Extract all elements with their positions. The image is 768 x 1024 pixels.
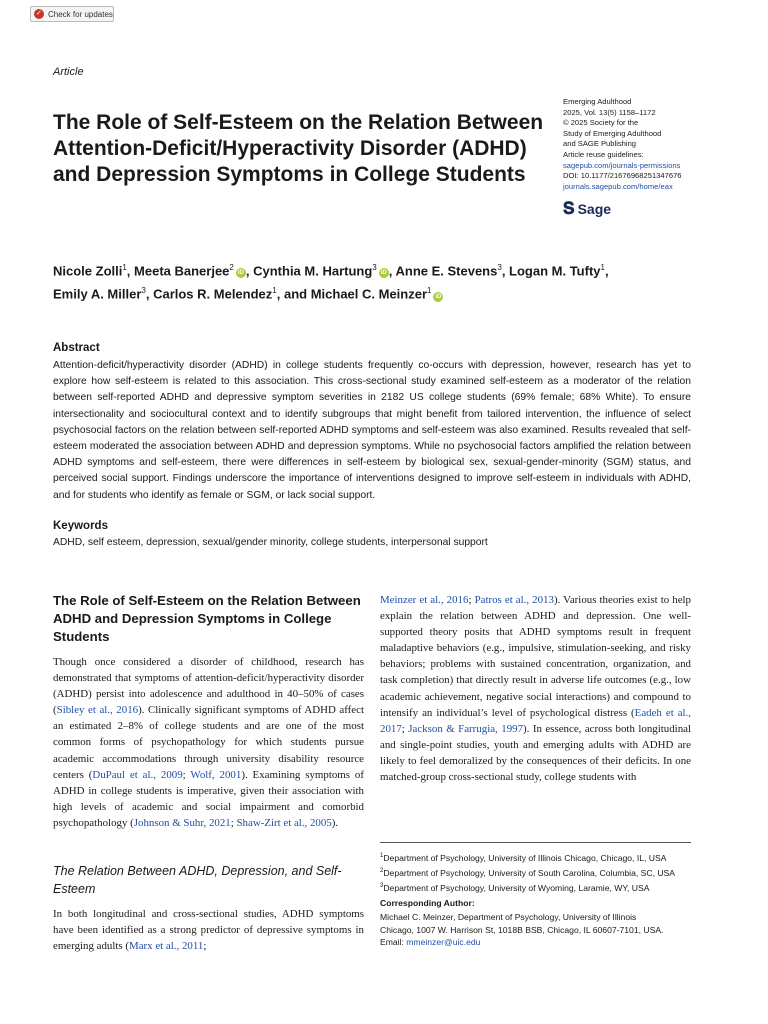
citation-link[interactable]: Eadeh et al., 2017 — [380, 706, 691, 735]
author-list: Nicole Zolli$^1$, Meeta Banerjee$^2$iD , Cynthia M. Hartung$^3$iD , Anne E. Stevens$^3$, Logan M. Tufty$^1$, Emily A. Miller$^3$, Carlos R. Melendez$^1$, and Michael C. Meinzer$^1$iD — [53, 263, 609, 302]
affiliation-item — [380, 880, 710, 895]
body-paragraph — [53, 906, 364, 954]
author-affil-sup: 3 — [497, 263, 502, 272]
citation-link[interactable]: Marx et al., 2011 — [129, 940, 204, 953]
citation-link[interactable]: Sibley et al., 2016 — [56, 704, 139, 717]
author-affil-sup: 1 — [122, 263, 127, 272]
copyright-line: Study of Emerging Adulthood — [563, 128, 662, 138]
reuse-guidelines: Article reuse guidelines: — [563, 149, 644, 159]
body-text: Though once considered a disorder of childhood, research has demonstrated that symptoms of attention-deficit/hyperactivity disorder (ADHD) persist into adolescence and adulthood in 40–50% of cases ( — [53, 656, 364, 717]
keywords-heading: Keywords — [53, 520, 108, 532]
orcid-icon[interactable]: iD — [380, 270, 387, 277]
sage-s-icon: 𝐒 — [563, 199, 575, 218]
citation-link[interactable]: Wolf, 2001 — [190, 768, 242, 781]
paper-title: The Role of Self-Esteem on the Relation Between Attention-Deficit/Hyperactivity Disorder (ADHD) and Depression Symptoms in College Students — [53, 111, 544, 186]
email-label: Email: — [380, 937, 407, 948]
author-affil-sup: 1 — [272, 286, 277, 296]
sage-wordmark: Sage — [577, 201, 612, 217]
author-name: Michael C. Meinzer — [310, 286, 428, 302]
body-text: ). Various theories exist to help explain the relation between ADHD and depression. One well-supported theory posits that ADHD symptoms result in frequent maladaptive behaviors (e.g., impulsive, stimulation-seeking, and risky behaviors; problems with sustained concentration, organization, and task completion) that directly result in adverse life outcomes (e.g., low academic achievement, negative social interactions) and compound to intensify an individual’s level of psychological distress ( — [380, 594, 692, 719]
affiliation-item — [380, 865, 710, 880]
section-heading: The Role of Self-Esteem on the Relation Between ADHD and Depression Symptoms in College Students — [53, 593, 361, 644]
body-text: ; — [230, 816, 237, 829]
sage-logo — [563, 199, 611, 219]
body-paragraph — [380, 592, 691, 785]
permissions-link[interactable]: sagepub.com/journals-permissions — [563, 160, 681, 170]
author-name: Cynthia M. Hartung — [253, 263, 373, 279]
affil-sup: 3 — [380, 882, 384, 889]
citation-link[interactable]: Johnson & Suhr, 2021 — [133, 816, 231, 829]
check-for-updates-badge[interactable] — [30, 6, 114, 22]
affiliation-text: Department of Psychology, University of Wyoming, Laramie, WY, USA — [383, 882, 650, 893]
orcid-icon[interactable]: iD — [435, 293, 442, 300]
body-text: ; — [182, 768, 191, 781]
body-text: ; — [468, 594, 475, 606]
citation-link[interactable]: Meinzer et al., 2016 — [380, 594, 469, 606]
doi: DOI: 10.1177/21676968251347676 — [563, 171, 682, 181]
author-affil-sup: 1 — [600, 263, 605, 272]
citation-link[interactable]: DuPaul et al., 2009 — [92, 768, 183, 781]
body-text: ). — [331, 816, 339, 829]
body-text: ; — [401, 722, 409, 735]
author-name: Meeta Banerjee — [134, 263, 230, 279]
body-text: ). In essence, across both longitudinal and single-point studies, youth and emerging adults with ADHD are likely to feel demoralized by the consequences of their deficits. In one matched-group cross-sectional study, college students with — [380, 722, 691, 784]
journal-home-link[interactable]: journals.sagepub.com/home/eax — [563, 181, 673, 191]
journal-meta — [563, 97, 743, 192]
author-affil-sup: 3 — [141, 286, 146, 296]
journal-name: Emerging Adulthood — [563, 97, 632, 106]
body-text: ). Clinically significant symptoms of ADHD affect an estimated 2–8% of college students and are one of the most common forms of psychopathology for which students pursue academic accommodations through university disability resource centers ( — [53, 704, 364, 781]
author-affil-sup: 2 — [229, 263, 234, 272]
copyright-line: © 2025 Society for the — [563, 118, 639, 128]
affil-sup: 1 — [380, 853, 384, 859]
keywords-text: ADHD, self esteem, depression, sexual/gender minority, college students, interpersonal support — [53, 537, 488, 548]
author-affil-sup: 3 — [372, 263, 377, 272]
author-name: Anne E. Stevens — [395, 263, 498, 279]
author-conjunction: and — [283, 286, 308, 302]
corresponding-address: Michael C. Meinzer, Department of Psychology, University of Illinois — [380, 912, 637, 922]
citation-link[interactable]: Patros et al., 2013 — [474, 594, 554, 606]
email-line — [380, 936, 710, 949]
author-name: Nicole Zolli — [53, 263, 123, 279]
body-text: ; — [203, 940, 207, 953]
affiliations — [380, 850, 710, 895]
affil-sup: 2 — [380, 867, 384, 874]
email-link[interactable]: mmeinzer@uic.edu — [406, 937, 481, 948]
journal-volume: 2025, Vol. 13(5) 1158–1172 — [563, 107, 656, 117]
abstract-heading: Abstract — [53, 342, 100, 354]
affiliation-item — [380, 850, 710, 865]
author-affil-sup: 1 — [427, 286, 432, 296]
affiliation-text: Department of Psychology, University of Illinois Chicago, Chicago, IL, USA — [383, 852, 667, 863]
citation-link[interactable]: Shaw-Zirt et al., 2005 — [236, 816, 332, 829]
article-type-label: Article — [53, 66, 84, 78]
citation-link[interactable]: Jackson & Farrugia, 1997 — [408, 722, 524, 735]
orcid-icon[interactable]: iD — [237, 270, 244, 277]
footnote-divider — [380, 842, 691, 843]
body-text: ). Examining symptoms of ADHD in college students is imperative, given their association with high levels of academic and social impairment and comorbid psychopathology ( — [53, 768, 364, 829]
affiliation-text: Department of Psychology, University of South Carolina, Columbia, SC, USA — [383, 867, 676, 878]
author-name: Emily A. Miller — [53, 286, 142, 302]
check-for-updates-label: Check for updates — [48, 9, 113, 19]
abstract-text: Attention-deficit/hyperactivity disorder (ADHD) in college students frequently co-occurs with depression, however, research has yet to explore how self-esteem is related to this association. This cross-sectional study examined self-esteem as a moderator of the relation between self-reported ADHD and depressive symptom severities in 2182 US college students (69% female; 68% White). To ensure intersectionality and sociocultural context and to identify subgroups that might benefit from tailored intervention, the influence of select psychosocial factors on the relation between self-reported ADHD symptoms and self-esteem was also examined. Results revealed that self-esteem moderated the association between ADHD and depression symptoms. While no psychosocial factors amplified the relation between ADHD symptoms and self-esteem, there were differences in self-esteem by biological sex, sexual-gender-minority (SGM) status, and perceived social support. Findings underscore the importance of interventions designed to improve self-esteem in individuals with ADHD, and for students who identify as female or SGM, or lack social support. — [53, 360, 691, 501]
subsection-heading: The Relation Between ADHD, Depression, and Self-Esteem — [53, 864, 342, 896]
corresponding-author-heading: Corresponding Author: — [380, 898, 475, 908]
copyright-line: and SAGE Publishing — [563, 139, 637, 149]
body-paragraph — [53, 654, 364, 831]
corresponding-address: Chicago, 1007 W. Harrison St, 1018B BSB, Chicago, IL 60607-7101, USA. — [380, 924, 664, 935]
corresponding-author-details — [380, 911, 710, 949]
body-text: In both longitudinal and cross-sectional studies, ADHD symptoms have been identified as a strong predictor of depressive symptoms in emerging adults ( — [53, 908, 364, 953]
author-name: Logan M. Tufty — [509, 263, 601, 279]
author-name: Carlos R. Melendez — [153, 286, 273, 302]
update-icon: ✓ — [34, 9, 44, 19]
